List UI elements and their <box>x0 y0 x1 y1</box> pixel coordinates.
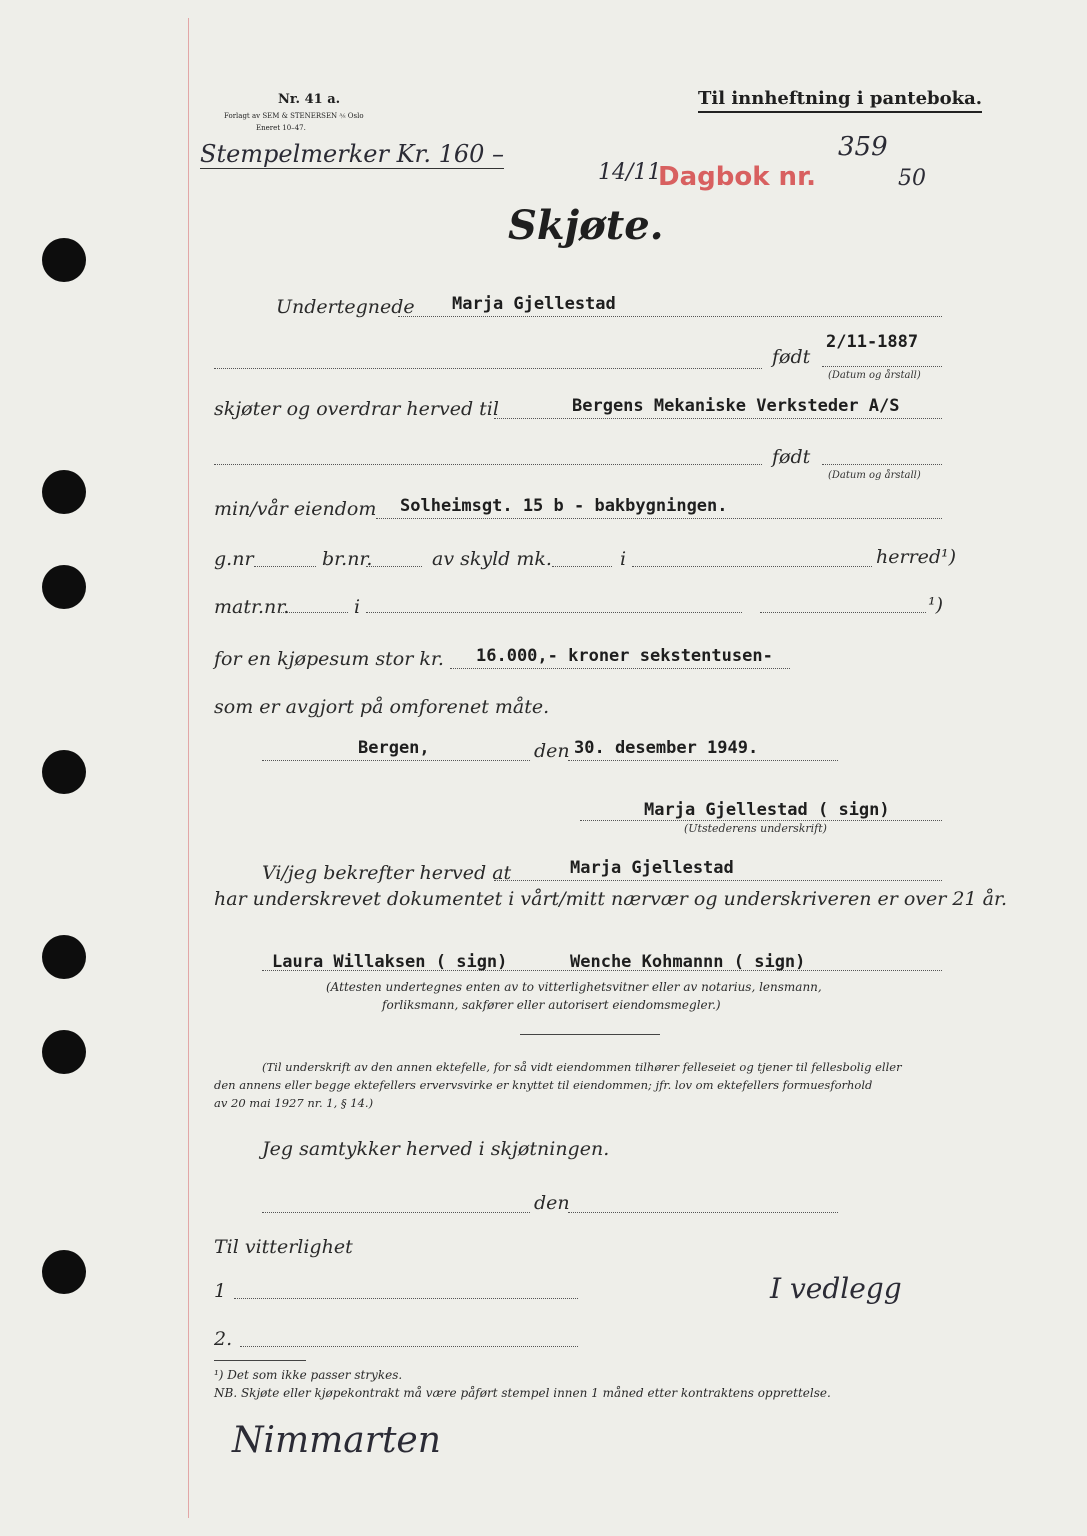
witness1-signature: Laura Willaksen ( sign) <box>272 952 508 972</box>
gnr-label: g.nr <box>214 548 254 570</box>
matr-sup: ¹) <box>928 594 944 616</box>
dotted-line <box>822 464 942 465</box>
dotted-line <box>760 612 926 613</box>
i-label: i <box>620 548 627 570</box>
consent-line: Jeg samtykker herved i skjøtningen. <box>262 1138 610 1160</box>
separator-line <box>520 1034 660 1035</box>
issuer-caption: (Utstederens underskrift) <box>684 822 827 835</box>
matr-label: matr.nr. <box>214 596 290 618</box>
punch-hole <box>42 1030 86 1074</box>
margin-line <box>188 18 189 1518</box>
dotted-line <box>240 1346 578 1347</box>
dotted-line <box>278 612 348 613</box>
fodt-value: 2/11-1887 <box>826 332 919 352</box>
vitterlighet-2-label: 2. <box>214 1328 233 1350</box>
avgjort-line: som er avgjort på omforenet måte. <box>214 696 550 718</box>
dotted-line <box>366 566 422 567</box>
dotted-line <box>214 368 762 369</box>
skjoter-label: skjøter og overdrar herved til <box>214 398 499 420</box>
dotted-line <box>822 366 942 367</box>
publisher-line: Forlagt av SEM & STENERSEN ⅍ Oslo <box>224 112 364 120</box>
dotted-line <box>262 760 530 761</box>
dotted-line <box>580 820 942 821</box>
spouse-note-1: (Til underskrift av den annen ektefelle, for så vidt eiendommen tilhører felleseiet og tjener til fellesbolig eller <box>262 1060 902 1074</box>
punch-hole <box>42 238 86 282</box>
top-right-title: Til innheftning i panteboka. <box>698 88 982 113</box>
den-label: den <box>534 1192 570 1214</box>
dotted-line <box>632 566 872 567</box>
stamp-note: Stempelmerker Kr. 160 – <box>200 140 505 168</box>
dotted-line <box>568 760 838 761</box>
fodt-label: født <box>772 346 811 368</box>
witness2-signature: Wenche Kohmannn ( sign) <box>570 952 806 972</box>
exclusive-line: Eneret 10–47. <box>256 124 306 132</box>
skjoter-value: Bergens Mekaniske Verksteder A/S <box>572 396 900 416</box>
punch-hole <box>42 565 86 609</box>
witness-line2: har underskrevet dokumentet i vårt/mitt nærvær og underskriveren er over 21 år. <box>214 888 1007 910</box>
matr-i-label: i <box>354 596 361 618</box>
kjopesum-label: for en kjøpesum stor kr. <box>214 648 444 670</box>
dotted-line <box>450 668 790 669</box>
dagbok-date: 14/11 <box>598 160 662 185</box>
dotted-line <box>494 418 942 419</box>
date-value: 30. desember 1949. <box>574 738 759 758</box>
undertegnede-label: Undertegnede <box>276 296 415 318</box>
dotted-line <box>262 1212 530 1213</box>
dotted-line <box>366 612 742 613</box>
dagbok-label: Dagbok nr. <box>658 162 817 192</box>
dotted-line <box>254 566 316 567</box>
punch-hole <box>42 935 86 979</box>
spouse-note-2: den annens eller begge ektefellers ervervsvirke er knyttet til eiendommen; jfr. lov om ektefellers formuesforhold <box>214 1078 873 1092</box>
handwritten-vedlegg: I vedlegg <box>770 1272 902 1305</box>
dotted-line <box>494 880 942 881</box>
attest-note-2: forliksmann, sakfører eller autorisert eiendomsmegler.) <box>382 998 721 1012</box>
spouse-note-3: av 20 mai 1927 nr. 1, § 14.) <box>214 1096 374 1110</box>
witness-label: Vi/jeg bekrefter herved at <box>262 862 512 884</box>
punch-hole <box>42 1250 86 1294</box>
dotted-line <box>552 566 612 567</box>
dotted-line <box>376 518 942 519</box>
dagbok-number: 359 <box>838 132 888 162</box>
eiendom-value: Solheimsgt. 15 b - bakbygningen. <box>400 496 728 516</box>
issuer-signature: Marja Gjellestad ( sign) <box>644 800 890 820</box>
kjopesum-value: 16.000,- kroner sekstentusen- <box>476 646 773 666</box>
dotted-line <box>234 1298 578 1299</box>
skyld-label: av skyld mk. <box>432 548 552 570</box>
eiendom-label: min/vår eiendom <box>214 498 377 520</box>
footnote-separator <box>214 1360 306 1361</box>
footnote-1: ¹) Det som ikke passer strykes. <box>214 1368 403 1382</box>
dagbok-year: 50 <box>898 166 926 191</box>
datum-caption: (Datum og årstall) <box>828 370 921 381</box>
attest-note-1: (Attesten undertegnes enten av to vitterlighetsvitner eller av notarius, lensmann, <box>326 980 822 994</box>
brnr-label: br.nr. <box>322 548 373 570</box>
herred-label: herred¹) <box>876 546 957 568</box>
place-value: Bergen, <box>358 738 430 758</box>
dotted-line <box>568 1212 838 1213</box>
dotted-line <box>214 464 762 465</box>
den-label: den <box>534 740 570 762</box>
fodt-label: født <box>772 446 811 468</box>
form-number: Nr. 41 a. <box>278 92 341 107</box>
datum-caption: (Datum og årstall) <box>828 470 921 481</box>
undertegnede-value: Marja Gjellestad <box>452 294 616 314</box>
punch-hole <box>42 750 86 794</box>
document-title: Skjøte. <box>508 202 664 249</box>
vitterlighet-label: Til vitterlighet <box>214 1236 353 1258</box>
punch-hole <box>42 470 86 514</box>
vitterlighet-1-label: 1 <box>214 1280 227 1302</box>
footnote-2: NB. Skjøte eller kjøpekontrakt må være påført stempel innen 1 måned etter kontraktens opprettelse. <box>214 1386 831 1400</box>
witness-value: Marja Gjellestad <box>570 858 734 878</box>
bottom-signature: Nimmarten <box>232 1420 441 1461</box>
dotted-line <box>398 316 942 317</box>
